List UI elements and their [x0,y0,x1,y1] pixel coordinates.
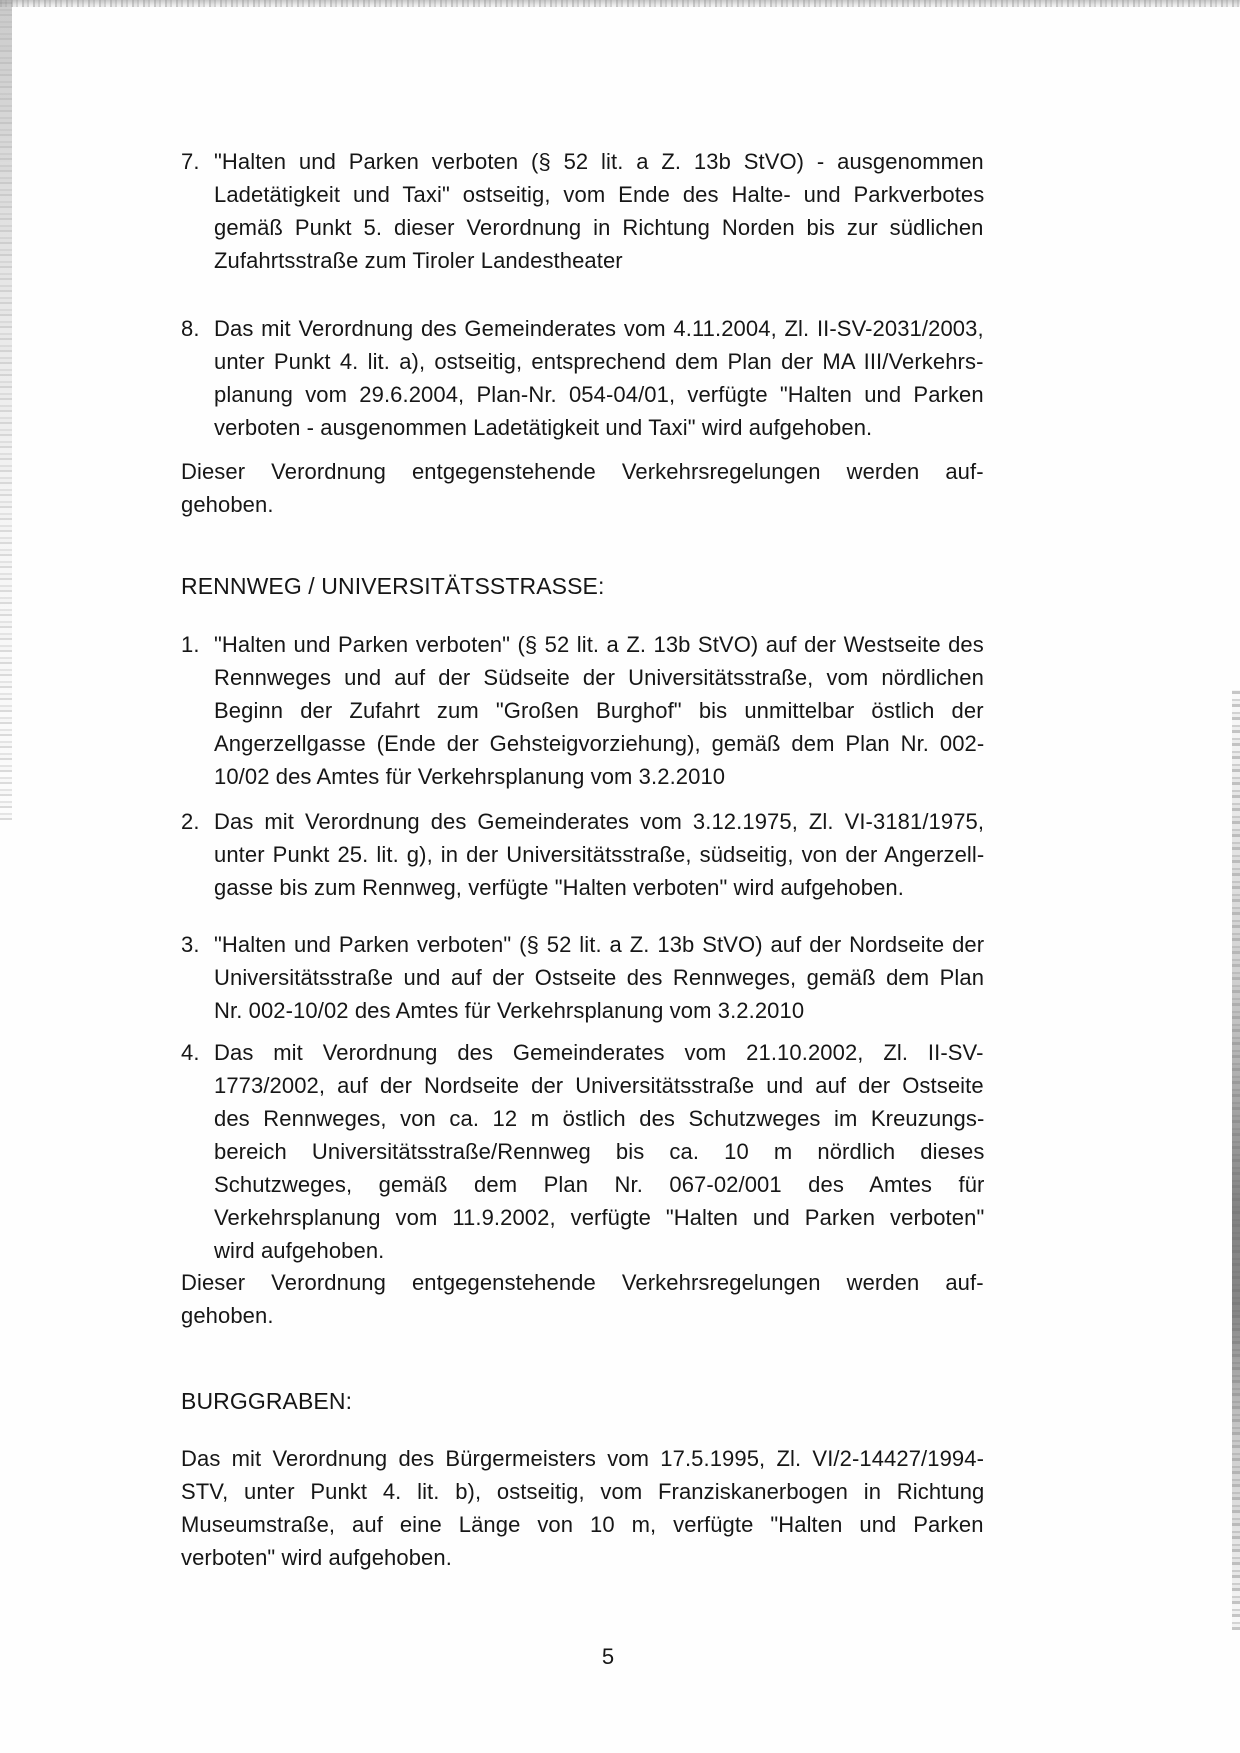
text-line-content: gehoben. [181,492,274,517]
text-line-content: Dieser Verordnung entgegenstehende Verkehrsregelungen werden auf- [181,459,984,484]
text-line [214,244,984,277]
scan-artifact-top-edge [0,0,1240,7]
page-number: 5 [601,1644,615,1669]
text-line [214,661,984,694]
text-line [214,1168,984,1201]
text-line-content: Verkehrsplanung vom 11.9.2002, verfügte "Halten und Parken verboten" [214,1205,985,1230]
text-line [214,994,984,1027]
text-line-content: gehoben. [181,1303,274,1328]
list-item [181,928,984,1027]
text-line [214,1201,984,1234]
text-line [214,694,984,727]
text-line-content: Nr. 002-10/02 des Amtes für Verkehrsplanung vom 3.2.2010 [214,998,805,1023]
text-line [214,760,984,793]
text-line [181,455,984,488]
text-line-content: Angerzellgasse (Ende der Gehsteigvorziehung), gemäß dem Plan Nr. 002- [214,731,985,756]
list-item-number: 8. [181,316,200,341]
text-line-content: Ladetätigkeit und Taxi" ostseitig, vom Ende des Halte- und Parkverbotes [214,182,985,207]
list-item [181,145,984,277]
text-line-content: wird aufgehoben. [214,1238,385,1263]
text-line-content: Rennweges und auf der Südseite der Universitätsstraße, vom nördlichen [214,665,984,690]
text-line [214,312,984,345]
text-line-content: STV, unter Punkt 4. lit. b), ostseitig, vom Franziskanerbogen in Richtung [181,1479,985,1504]
list-item-number: 7. [181,149,200,174]
text-line-content: unter Punkt 25. lit. g), in der Universitätsstraße, südseitig, von der Angerzell- [214,842,985,867]
text-line-content: Das mit Verordnung des Bürgermeisters vom 17.5.1995, Zl. VI/2-14427/1994- [181,1446,985,1471]
text-line-content: bereich Universitätsstraße/Rennweg bis ca. 10 m nördlich dieses [214,1139,985,1164]
text-line [181,1508,984,1541]
list-item-number: 3. [181,932,200,957]
scan-artifact-right-edge [1232,690,1240,1630]
text-line-content: Beginn der Zufahrt zum "Großen Burghof" bis unmittelbar östlich der [214,698,984,723]
text-line [181,1541,984,1574]
text-line-content: 10/02 des Amtes für Verkehrsplanung vom 3.2.2010 [214,764,726,789]
list-item-number: 2. [181,809,200,834]
text-line [181,1299,984,1332]
text-line-content: unter Punkt 4. lit. a), ostseitig, entsprechend dem Plan der MA III/Verkehrs- [214,349,984,374]
list-item [181,312,984,444]
text-line [214,378,984,411]
text-line-content: Das mit Verordnung des Gemeinderates vom 3.12.1975, Zl. VI-3181/1975, [214,809,985,834]
text-line-content: Museumstraße, auf eine Länge von 10 m, verfügte "Halten und Parken [181,1512,984,1537]
list-item-number: 1. [181,632,200,657]
text-line-content: gasse bis zum Rennweg, verfügte "Halten verboten" wird aufgehoben. [214,875,904,900]
section-heading: BURGGRABEN: [181,1388,353,1414]
text-line [214,1102,984,1135]
text-line [214,145,984,178]
text-line [214,805,984,838]
text-line [214,628,984,661]
text-line-content: Zufahrtsstraße zum Tiroler Landestheater [214,248,623,273]
text-line-content: 1773/2002, auf der Nordseite der Universitätsstraße und auf der Ostseite [214,1073,984,1098]
text-line [214,211,984,244]
text-line [181,1442,984,1475]
list-item [181,805,984,904]
section-heading: RENNWEG / UNIVERSITÄTSSTRASSE: [181,573,605,599]
text-line [214,727,984,760]
text-line [214,928,984,961]
text-line [214,1234,984,1267]
text-line-content: Dieser Verordnung entgegenstehende Verkehrsregelungen werden auf- [181,1270,984,1295]
paragraph [181,1266,984,1332]
text-line [214,1069,984,1102]
text-line [214,961,984,994]
paragraph [181,455,984,521]
text-line [214,1135,984,1168]
list-item [181,1036,984,1267]
paragraph [181,1442,984,1574]
text-line [181,488,984,521]
text-line [214,411,984,444]
text-line-content: Das mit Verordnung des Gemeinderates vom 21.10.2002, Zl. II-SV- [214,1040,984,1065]
text-line [214,871,984,904]
text-line-content: Das mit Verordnung des Gemeinderates vom 4.11.2004, Zl. II-SV-2031/2003, [214,316,984,341]
text-line [214,345,984,378]
text-line-content: "Halten und Parken verboten (§ 52 lit. a Z. 13b StVO) - ausgenommen [214,149,984,174]
list-item-number: 4. [181,1040,200,1065]
text-line-content: des Rennweges, von ca. 12 m östlich des Schutzweges im Kreuzungs- [214,1106,985,1131]
list-item [181,628,984,793]
text-line-content: Universitätsstraße und auf der Ostseite des Rennweges, gemäß dem Plan [214,965,985,990]
text-line-content: verboten - ausgenommen Ladetätigkeit und Taxi" wird aufgehoben. [214,415,873,440]
text-line [181,1475,984,1508]
text-line-content: Schutzweges, gemäß dem Plan Nr. 067-02/001 des Amtes für [214,1172,985,1197]
text-line-content: gemäß Punkt 5. dieser Verordnung in Richtung Norden bis zur südlichen [214,215,984,240]
text-line-content: planung vom 29.6.2004, Plan-Nr. 054-04/01, verfügte "Halten und Parken [214,382,984,407]
text-line-content: "Halten und Parken verboten" (§ 52 lit. a Z. 13b StVO) auf der Nordseite der [214,932,985,957]
text-line [214,1036,984,1069]
text-line [214,838,984,871]
text-line-content: verboten" wird aufgehoben. [181,1545,452,1570]
scan-artifact-left-edge [0,0,12,820]
text-line-content: "Halten und Parken verboten" (§ 52 lit. a Z. 13b StVO) auf der Westseite des [214,632,984,657]
text-line [181,1266,984,1299]
text-line [214,178,984,211]
